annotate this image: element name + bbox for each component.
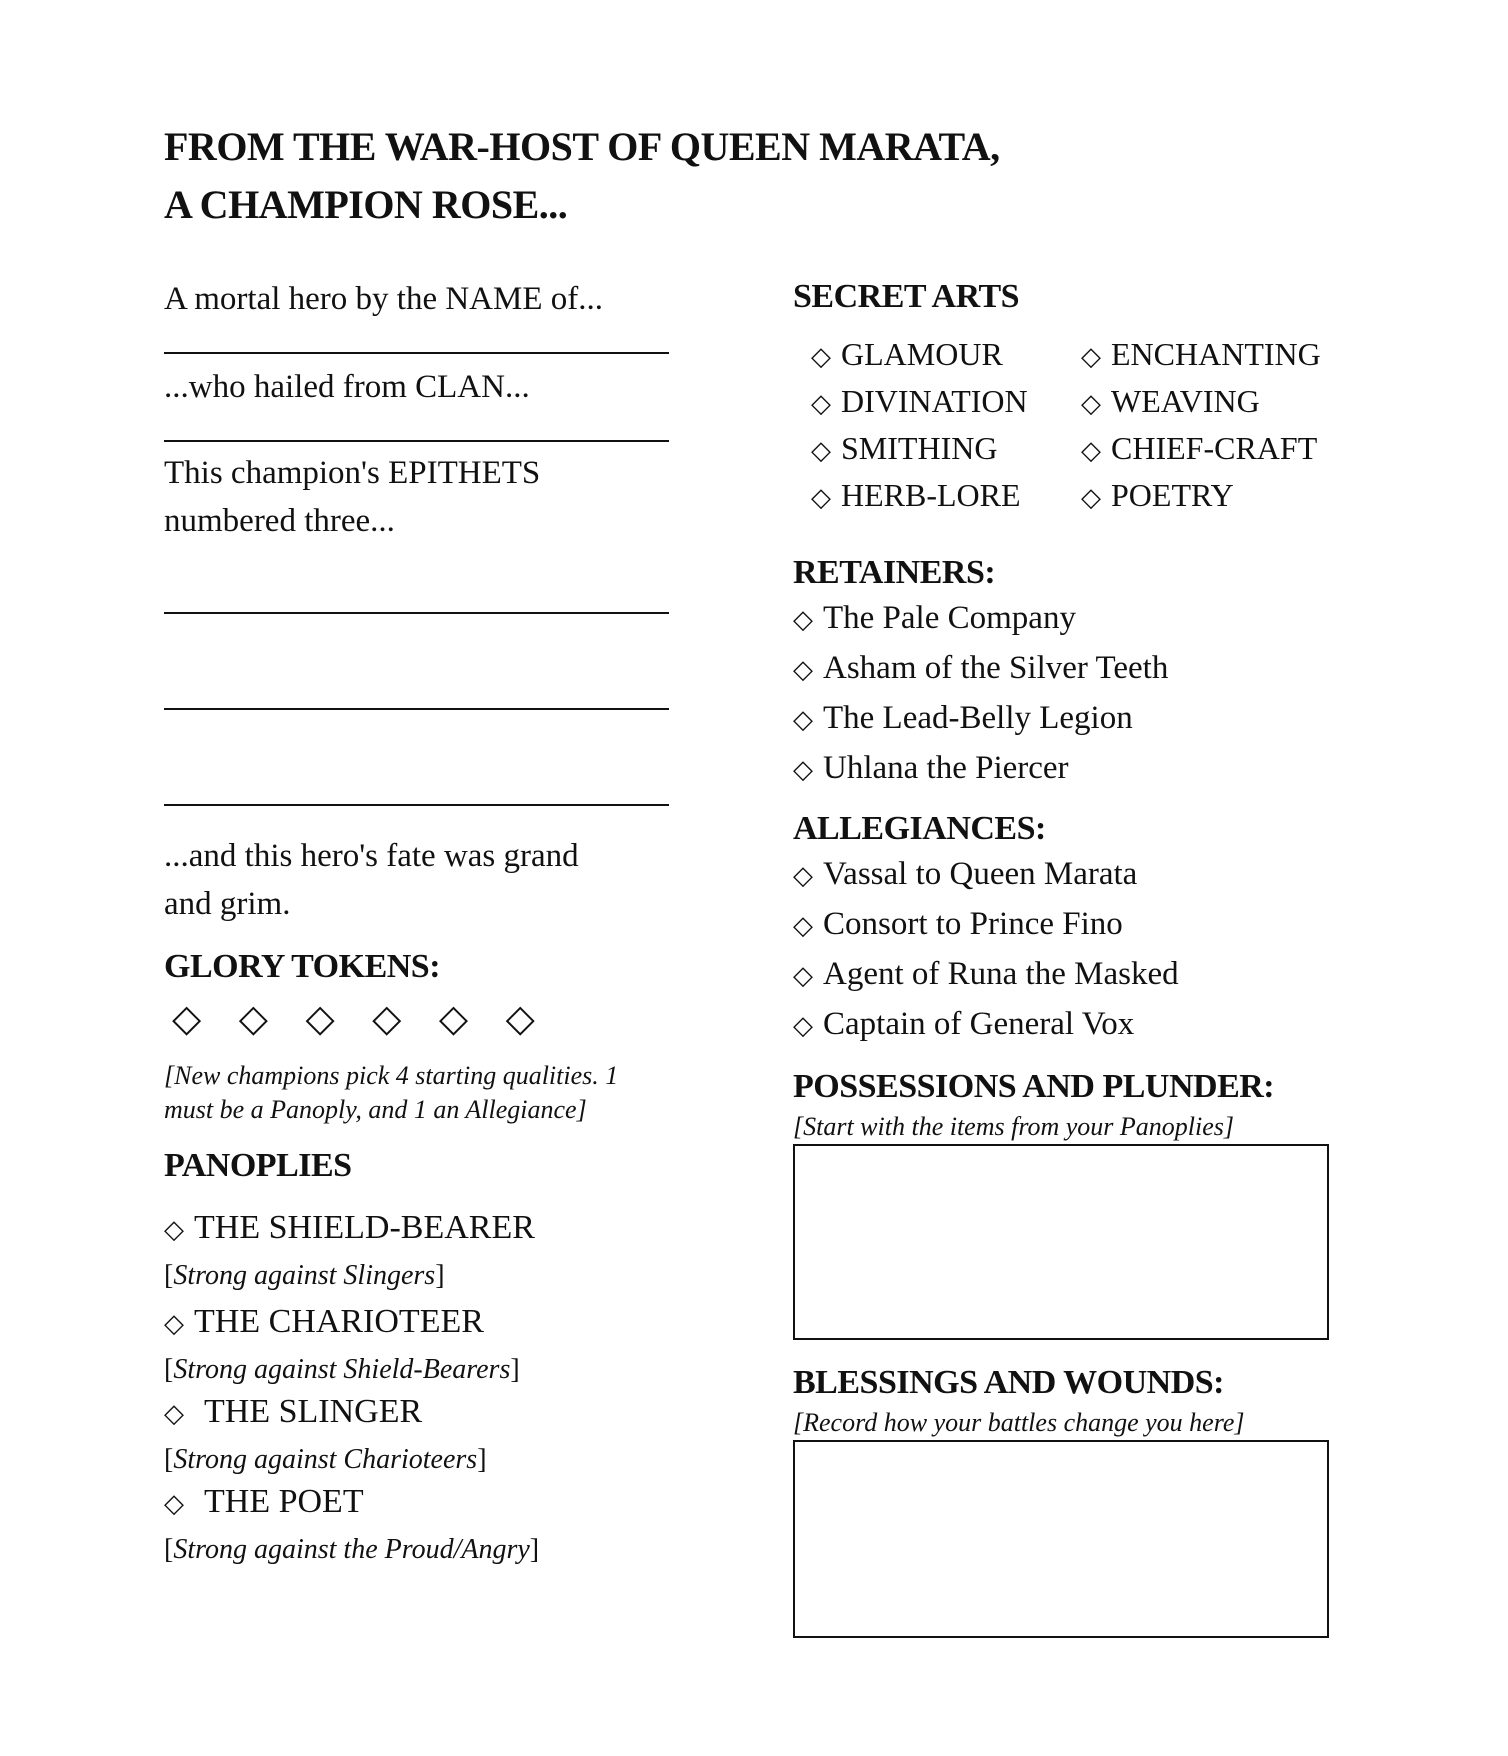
secret-art-label: POETRY <box>1111 477 1234 513</box>
bracket-close: ] <box>529 1534 540 1565</box>
allegiance-label: Consort to Prince Fino <box>823 906 1123 942</box>
panoply-strength <box>164 1529 684 1571</box>
diamond-checkbox-icon[interactable]: ◇ <box>1081 342 1101 371</box>
panoply-name: THE SHIELD-BEARER <box>194 1209 535 1246</box>
secret-art-label: WEAVING <box>1111 383 1260 419</box>
allegiance-option[interactable] <box>793 950 1353 1000</box>
retainer-option[interactable] <box>793 594 1353 644</box>
retainer-label: Asham of the Silver Teeth <box>823 650 1169 686</box>
glory-tokens-diamonds[interactable]: ◇ ◇ ◇ ◇ ◇ ◇ <box>172 998 549 1040</box>
allegiance-label: Vassal to Queen Marata <box>823 856 1138 892</box>
diamond-checkbox-icon[interactable]: ◇ <box>793 911 813 940</box>
diamond-checkbox-icon[interactable]: ◇ <box>1081 483 1101 512</box>
secret-arts-heading: SECRET ARTS <box>793 278 1020 315</box>
diamond-checkbox-icon[interactable]: ◇ <box>164 1489 184 1518</box>
secret-art-option[interactable] <box>811 379 1081 426</box>
diamond-checkbox-icon[interactable]: ◇ <box>793 655 813 684</box>
secret-art-label: CHIEF-CRAFT <box>1111 430 1318 466</box>
epithet-field-3[interactable] <box>164 804 669 806</box>
retainer-label: Uhlana the Piercer <box>823 750 1069 786</box>
retainer-label: The Pale Company <box>823 600 1076 636</box>
page-title-line-1: FROM THE WAR-HOST OF QUEEN MARATA, <box>164 124 1000 169</box>
secret-art-label: GLAMOUR <box>841 336 1003 372</box>
panoply-strength-text: Strong against the Proud/Angry <box>173 1534 530 1565</box>
bracket-open: [ <box>164 1354 174 1385</box>
starting-qualities-note-line-1: [New champions pick 4 starting qualities. 1 <box>164 1061 619 1090</box>
retainer-option[interactable] <box>793 694 1353 744</box>
name-field[interactable] <box>164 352 669 354</box>
secret-art-label: HERB-LORE <box>841 477 1021 513</box>
panoply-strength-text: Strong against Slingers <box>173 1260 436 1291</box>
secret-art-option[interactable] <box>811 473 1081 520</box>
name-prompt: A mortal hero by the NAME of... <box>164 281 604 317</box>
panoply-strength <box>164 1349 684 1391</box>
diamond-checkbox-icon[interactable]: ◇ <box>164 1399 184 1428</box>
clan-prompt: ...who hailed from CLAN... <box>164 369 530 405</box>
panoply-name: THE SLINGER <box>204 1393 423 1430</box>
fate-text-line-1: ...and this hero's fate was grand <box>164 838 579 874</box>
diamond-checkbox-icon[interactable]: ◇ <box>811 436 831 465</box>
blessings-box[interactable] <box>793 1440 1329 1638</box>
epithet-field-2[interactable] <box>164 708 669 710</box>
secret-art-option[interactable] <box>1081 379 1351 426</box>
diamond-checkbox-icon[interactable]: ◇ <box>1081 436 1101 465</box>
retainer-option[interactable] <box>793 644 1353 694</box>
retainers-list <box>793 594 1353 794</box>
allegiance-option[interactable] <box>793 900 1353 950</box>
diamond-checkbox-icon[interactable]: ◇ <box>793 605 813 634</box>
panoply-name: THE CHARIOTEER <box>194 1303 484 1340</box>
glory-tokens-heading: GLORY TOKENS: <box>164 948 441 985</box>
panoply-item[interactable] <box>164 1299 684 1347</box>
page-title <box>164 118 1000 234</box>
diamond-checkbox-icon[interactable]: ◇ <box>793 861 813 890</box>
panoply-strength-text: Strong against Shield-Bearers <box>173 1354 511 1385</box>
diamond-checkbox-icon[interactable]: ◇ <box>164 1309 184 1338</box>
allegiance-option[interactable] <box>793 1000 1353 1050</box>
epithets-prompt-line-2: numbered three... <box>164 503 395 539</box>
right-column <box>793 278 1353 1638</box>
retainer-option[interactable] <box>793 744 1353 794</box>
diamond-checkbox-icon[interactable]: ◇ <box>793 1011 813 1040</box>
secret-art-option[interactable] <box>811 332 1081 379</box>
epithet-field-1[interactable] <box>164 612 669 614</box>
starting-qualities-note-line-2: must be a Panoply, and 1 an Allegiance] <box>164 1095 587 1124</box>
secret-arts-grid <box>811 332 1353 520</box>
allegiances-list <box>793 850 1353 1050</box>
diamond-checkbox-icon[interactable]: ◇ <box>1081 389 1101 418</box>
allegiance-label: Agent of Runa the Masked <box>823 956 1179 992</box>
allegiances-heading: ALLEGIANCES: <box>793 810 1046 847</box>
secret-art-option[interactable] <box>811 426 1081 473</box>
bracket-open: [ <box>164 1260 174 1291</box>
bracket-open: [ <box>164 1444 174 1475</box>
blessings-heading: BLESSINGS AND WOUNDS: <box>793 1364 1225 1401</box>
secret-art-option[interactable] <box>1081 332 1351 379</box>
panoply-item[interactable] <box>164 1389 684 1437</box>
secret-art-option[interactable] <box>1081 426 1351 473</box>
panoply-item[interactable] <box>164 1205 684 1253</box>
allegiance-option[interactable] <box>793 850 1353 900</box>
epithets-prompt-line-1: This champion's EPITHETS <box>164 455 541 491</box>
clan-field[interactable] <box>164 440 669 442</box>
bracket-close: ] <box>510 1354 520 1385</box>
diamond-checkbox-icon[interactable]: ◇ <box>793 755 813 784</box>
panoply-strength <box>164 1255 684 1297</box>
allegiance-label: Captain of General Vox <box>823 1006 1135 1042</box>
panoply-strength <box>164 1439 684 1481</box>
secret-art-label: ENCHANTING <box>1111 336 1321 372</box>
blessings-note: [Record how your battles change you here] <box>793 1408 1245 1437</box>
epithets-prompt <box>164 448 684 546</box>
diamond-checkbox-icon[interactable]: ◇ <box>164 1215 184 1244</box>
fate-text <box>164 832 684 928</box>
left-column <box>164 282 684 1571</box>
panoply-item[interactable] <box>164 1479 684 1527</box>
page-title-line-2: A CHAMPION ROSE... <box>164 182 568 227</box>
bracket-open: [ <box>164 1534 174 1565</box>
secret-art-label: DIVINATION <box>841 383 1028 419</box>
diamond-checkbox-icon[interactable]: ◇ <box>811 389 831 418</box>
bracket-close: ] <box>477 1444 487 1475</box>
panoply-list <box>164 1205 684 1571</box>
panoply-strength-text: Strong against Charioteers <box>173 1444 478 1475</box>
panoply-name: THE POET <box>204 1483 364 1520</box>
diamond-checkbox-icon[interactable]: ◇ <box>811 342 831 371</box>
starting-qualities-note <box>164 1059 684 1127</box>
secret-art-option[interactable] <box>1081 473 1351 520</box>
possessions-note: [Start with the items from your Panoplies] <box>793 1112 1235 1141</box>
secret-art-label: SMITHING <box>841 430 998 466</box>
possessions-heading: POSSESSIONS AND PLUNDER: <box>793 1068 1275 1105</box>
possessions-box[interactable] <box>793 1144 1329 1340</box>
retainers-heading: RETAINERS: <box>793 554 996 591</box>
retainer-label: The Lead-Belly Legion <box>823 700 1133 736</box>
diamond-checkbox-icon[interactable]: ◇ <box>793 961 813 990</box>
fate-text-line-2: and grim. <box>164 886 291 922</box>
diamond-checkbox-icon[interactable]: ◇ <box>811 483 831 512</box>
panoplies-heading: PANOPLIES <box>164 1147 352 1184</box>
bracket-close: ] <box>435 1260 445 1291</box>
diamond-checkbox-icon[interactable]: ◇ <box>793 705 813 734</box>
